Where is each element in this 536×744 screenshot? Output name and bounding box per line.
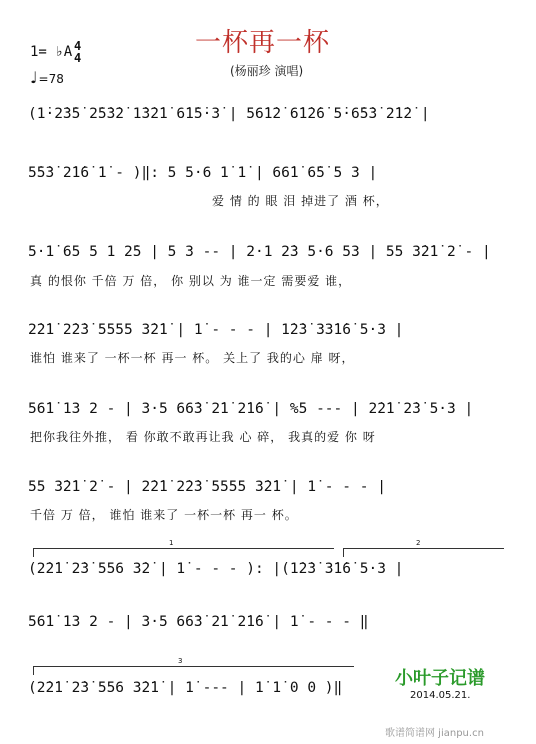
transcriber-brand: 小叶子记谱 <box>395 668 485 689</box>
notation-line-3: 5·1̇ 65 5 1 2̇5 | 5 3 -- | 2·1 2̇3 5·6 53 | 55 3̇2̇1̇ 2̇ - | <box>28 244 491 260</box>
song-title: 一杯再一杯 <box>195 28 331 58</box>
volta-bracket-3 <box>33 657 354 675</box>
tempo-value: =78 <box>38 72 64 86</box>
notation-line-7: (2̇2̇1̇ 2̇3̇ 556 3̇2̇ | 1̇ - - - ): |(1̇2̇3̇ 3̇1̇6̇ 5·3 | <box>28 561 404 577</box>
notation-line-4: 2̇2̇1̇ 2̇2̇3̇ 5555 3̇2̇1̇ | 1̇ - - - | 1̇2̇3̇ 33̇1̇6̇ 5·3 | <box>28 322 404 338</box>
lyrics-line-5: 把你我往外推， 看 你敢不敢再让我 心 碎， 我真的爱 你 呀 <box>30 430 376 444</box>
volta-label-1: 1 <box>169 539 174 547</box>
quarter-note-icon: ♩ <box>30 68 38 87</box>
notation-line-5: 56̇1̇ 13 2 - | 3·5 66̇3̇ 2̇1̇ 2̇1̇6̇ | %5 --- | 2̇2̇1̇ 2̇3̇ 5·3 | <box>28 401 474 417</box>
tempo-marking <box>30 68 64 87</box>
time-signature-bottom: 4 <box>74 51 82 65</box>
notation-line-9: (2̇2̇1̇ 2̇3̇ 556 3̇2̇1̇ | 1̇ --- | 1̇ 1̇ 0 0 )‖ <box>28 680 343 696</box>
lyrics-line-2: 爱 情 的 眼 泪 掉进了 酒 杯， <box>212 194 389 208</box>
singer-credit: (杨丽珍 演唱) <box>230 64 304 78</box>
notation-line-2: 5̇5̇3̇ 2̇1̇6̇ 1̇ - )‖: 5 5·6 1̇ 1̇ | 66̇1̇ 6̇5̇ 5 3 | <box>28 165 378 181</box>
time-signature <box>74 40 81 64</box>
volta-bracket-1 <box>33 539 334 557</box>
notation-line-6: 55 3̇2̇1̇ 2̇ - | 2̇2̇1̇ 2̇2̇3̇ 5555 3̇2̇1̇ | 1̇ - - - | <box>28 479 386 495</box>
notation-line-8: 56̇1̇ 13 2 - | 3·5 66̇3̇ 2̇1̇ 2̇1̇6̇ | 1̇ - - - ‖ <box>28 614 369 630</box>
volta-label-3: 3 <box>178 657 183 665</box>
lyrics-line-6: 千倍 万 倍， 谁怕 谁来了 一杯一杯 再一 杯。 <box>30 508 298 522</box>
site-watermark: 歌谱简谱网 jianpu.cn <box>385 728 484 739</box>
lyrics-line-4: 谁怕 谁来了 一杯一杯 再一 杯。 关上了 我的心 扉 呀， <box>30 351 355 365</box>
notation-line-1: (1̇·2̇3̇5̇ 2̇5̇3̇2̇ 1̇3̇2̇1̇ 6̇1̇5̇·3̇ | 56̇1̇2̇ 6̇1̇2̇6̇ 5̇·6̇5̇3̇ 2̇1̇2̇ | <box>28 106 430 122</box>
key-signature: 1= ♭A <box>30 44 73 60</box>
lyrics-line-3: 真 的恨你 千倍 万 倍， 你 别以 为 谁一定 需要爱 谁， <box>30 274 352 288</box>
volta-bracket-2 <box>343 539 504 557</box>
volta-label-2: 2 <box>416 539 421 547</box>
time-signature-top: 4 <box>74 39 82 53</box>
transcription-date: 2014.05.21. <box>410 690 471 701</box>
